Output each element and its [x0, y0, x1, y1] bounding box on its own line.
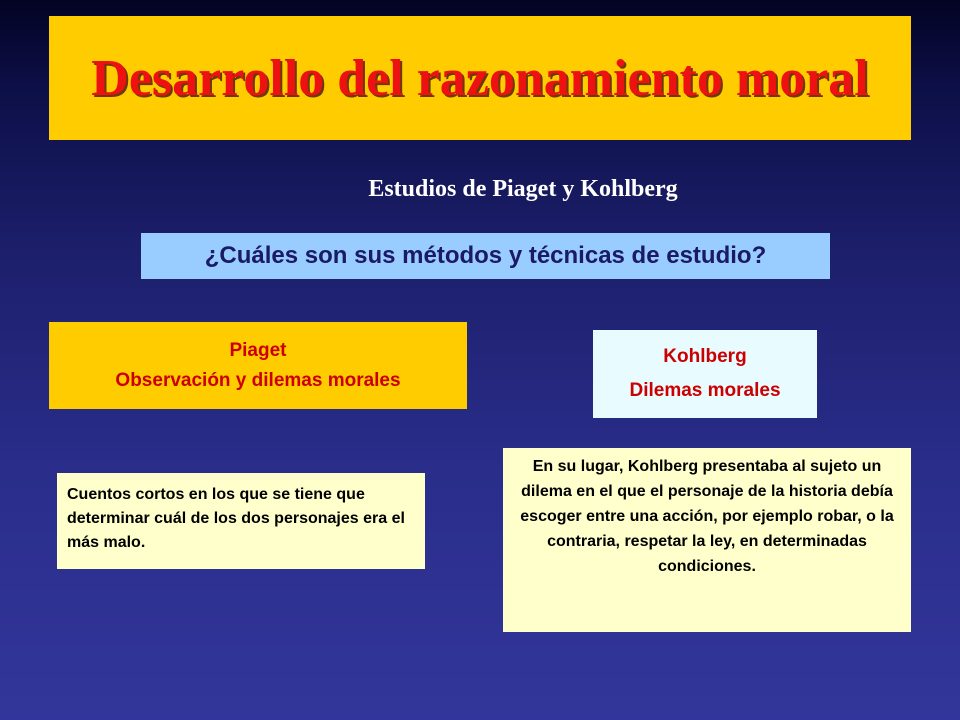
question-text: ¿Cuáles son sus métodos y técnicas de estudio?	[204, 242, 767, 269]
slide-subtitle: Estudios de Piaget y Kohlberg	[368, 176, 678, 202]
piaget-description: Cuentos cortos en los que se tiene que determinar cuál de los dos personajes era el más malo.	[57, 473, 425, 569]
title-banner	[49, 16, 911, 140]
kohlberg-name: Kohlberg	[663, 346, 747, 367]
kohlberg-description: En su lugar, Kohlberg presentaba al sujeto un dilema en el que el personaje de la historia debía escoger entre una acción, por ejemplo robar, o la contraria, respetar la ley, en determinadas condiciones.	[503, 448, 911, 632]
piaget-method-box	[49, 322, 467, 409]
piaget-method: Observación y dilemas morales	[115, 369, 401, 391]
kohlberg-method-box	[593, 330, 817, 418]
piaget-name: Piaget	[229, 339, 287, 361]
kohlberg-method: Dilemas morales	[629, 380, 781, 401]
question-banner	[141, 233, 830, 279]
slide-title: Desarrollo del razonamiento moral	[91, 49, 869, 107]
